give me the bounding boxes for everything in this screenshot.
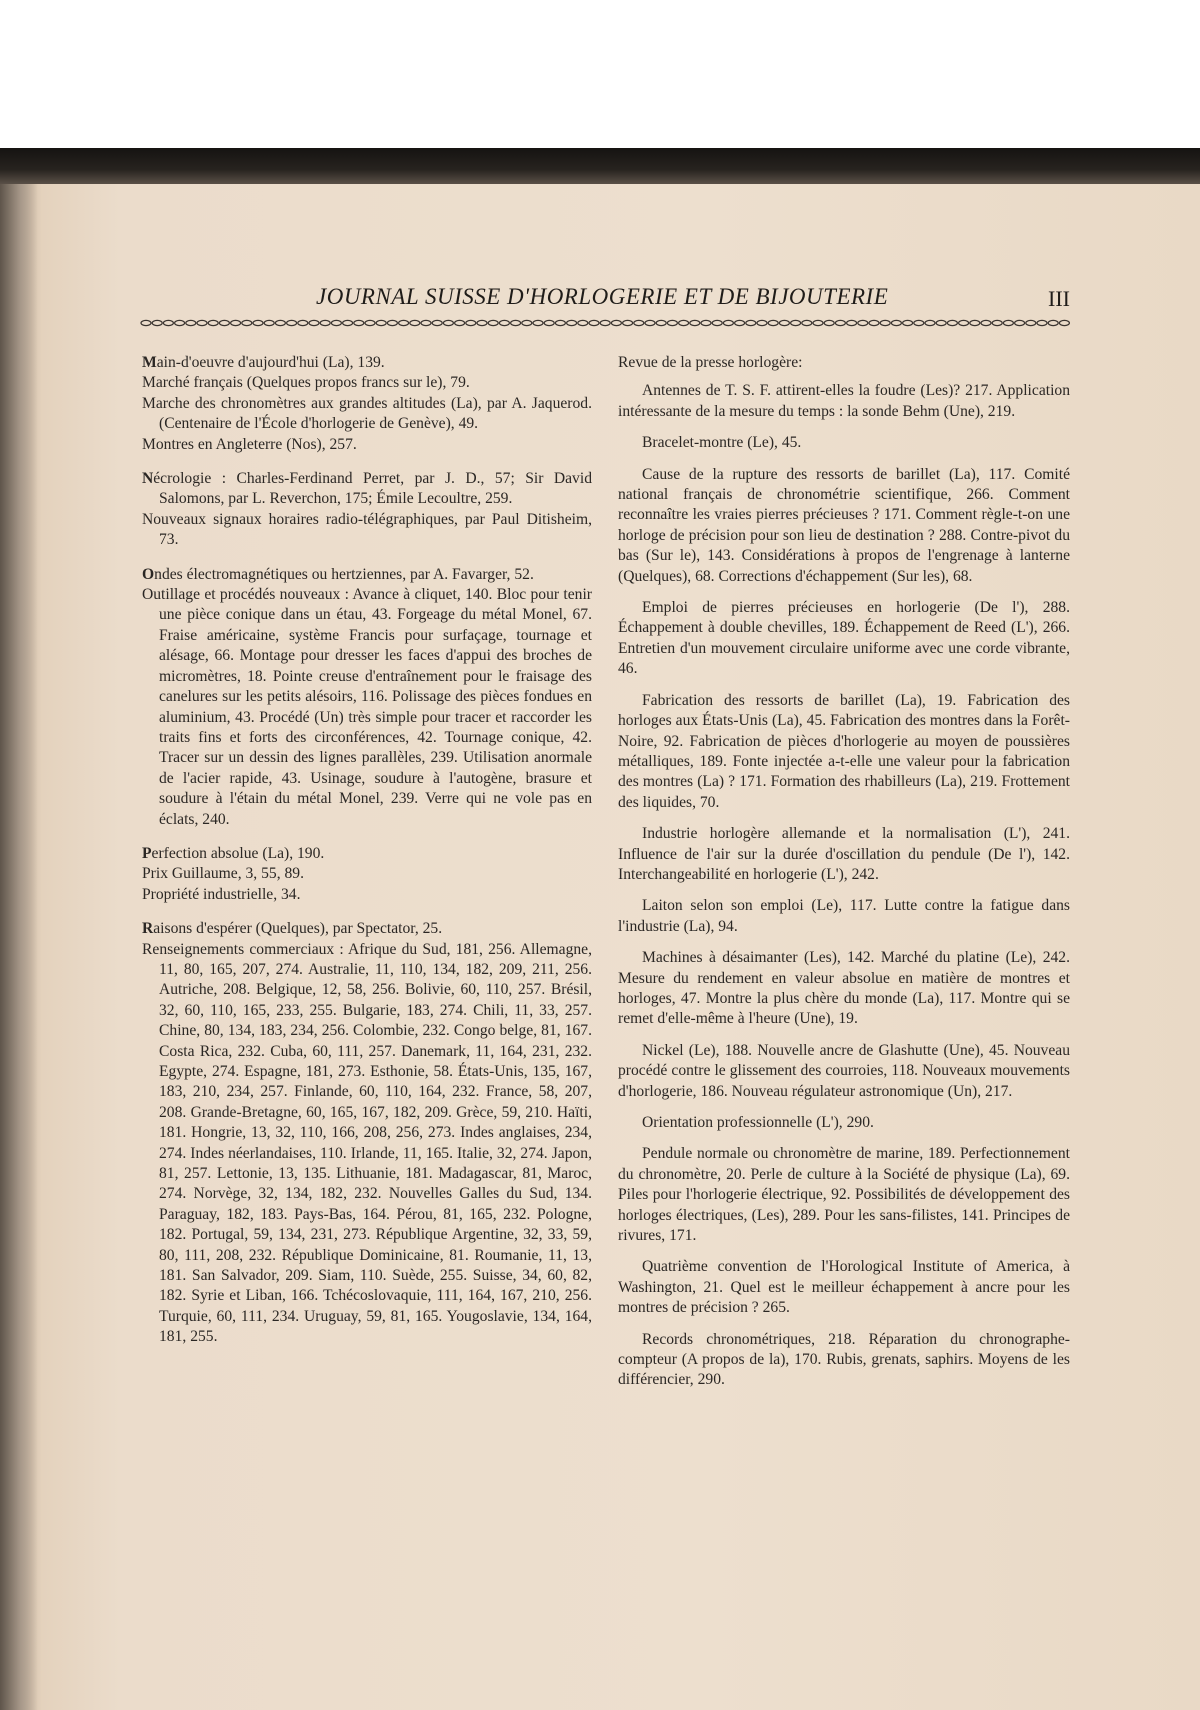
index-entry xyxy=(142,585,592,830)
ornament-link xyxy=(1015,320,1025,325)
ornament-link xyxy=(399,320,409,325)
ornament-link xyxy=(432,320,442,325)
index-entry xyxy=(142,353,592,373)
index-entry xyxy=(142,565,592,585)
ornament-link xyxy=(947,320,957,325)
entry-text: erfection absolue (La), 190. xyxy=(151,844,325,862)
ornament-link xyxy=(365,320,375,325)
entry-initial: R xyxy=(142,920,154,938)
ornament-link xyxy=(992,320,1002,325)
ornament-link xyxy=(634,320,644,325)
ornament-link xyxy=(757,320,767,325)
entry-text: Nouveaux signaux horaires radio-télégraphiques, par Paul Ditisheim, 73. xyxy=(142,510,592,549)
ornament-link xyxy=(152,320,162,325)
journal-title: JOURNAL SUISSE D'HORLOGERIE ET DE BIJOUTERIE xyxy=(316,284,889,309)
ornament-link xyxy=(623,320,633,325)
ornament-link xyxy=(186,320,196,325)
index-entry xyxy=(142,394,592,435)
index-entry xyxy=(142,469,592,510)
section-heading: Revue de la presse horlogère: xyxy=(618,354,803,371)
ornament-link xyxy=(723,320,733,325)
press-review-entry: Industrie horlogère allemande et la normalisation (L'), 241. Influence de l'air sur la durée d'oscillation du pendule (De l'), 142. Interchangeabilité en horlogerie (L'), 242. xyxy=(618,825,1070,883)
ornament-link xyxy=(264,320,274,325)
ornament-link xyxy=(197,320,207,325)
ornament-link xyxy=(779,320,789,325)
ornament-link xyxy=(410,320,420,325)
ornament-link xyxy=(858,320,868,325)
ornament-link xyxy=(903,320,913,325)
ornament-link xyxy=(533,320,543,325)
press-review-entry: Records chronométriques, 218. Réparation du chronographe-compteur (A propos de la), 170. Rubis, grenats, saphirs. Moyens de les différencier, 290. xyxy=(618,1330,1070,1389)
ornament-link xyxy=(522,320,532,325)
ornament-link xyxy=(488,320,498,325)
ornament-link xyxy=(1026,320,1036,325)
ornament-link xyxy=(847,320,857,325)
ornament-link xyxy=(1048,320,1058,325)
ornament-link xyxy=(914,320,924,325)
ornament-link xyxy=(925,320,935,325)
entry-text: ain-d'oeuvre d'aujourd'hui (La), 139. xyxy=(156,354,385,371)
ornament-link xyxy=(667,320,677,325)
ornament-link xyxy=(287,320,297,325)
ornament-link xyxy=(175,320,185,325)
ornament-link xyxy=(600,320,610,325)
press-review-entry: Bracelet-montre (Le), 45. xyxy=(642,434,802,452)
entry-text: Montres en Angleterre (Nos), 257. xyxy=(142,435,357,453)
ornament-link xyxy=(544,320,554,325)
entry-text: Marche des chronomètres aux grandes altitudes (La), par A. Jaquerod. (Centenaire de l'École d'horlogerie de Genève), 49. xyxy=(142,394,592,433)
ornament-link xyxy=(231,320,241,325)
ornament-link xyxy=(645,320,655,325)
ornament-link xyxy=(1059,320,1069,325)
ornament-link xyxy=(253,320,263,325)
ornament-link xyxy=(511,320,521,325)
ornament-link xyxy=(791,320,801,325)
ornament-link xyxy=(959,320,969,325)
ornament-link xyxy=(421,320,431,325)
ornament-link xyxy=(802,320,812,325)
entry-text: Propriété industrielle, 34. xyxy=(142,885,301,903)
ornament-link xyxy=(981,320,991,325)
entry-initial: M xyxy=(142,354,157,371)
index-entry xyxy=(142,940,592,1348)
ornament-link xyxy=(298,320,308,325)
index-entry xyxy=(142,510,592,551)
press-review-entry: Quatrième convention de l'Horological Institute of America, à Washington, 21. Quel est le meilleur échappement à ancre pour les montres de précision ? 265. xyxy=(618,1258,1070,1317)
entry-initial: O xyxy=(142,565,155,583)
press-review-entry: Nickel (Le), 188. Nouvelle ancre de Glashutte (Une), 45. Nouveau procédé contre le glissement des courroies, 118. Nouveaux mouvements d'horlogerie, 186. Nouveau régulateur astronomique (Un), 217. xyxy=(618,1041,1070,1100)
ornamental-rule xyxy=(140,318,1070,328)
ornament-link xyxy=(835,320,845,325)
running-header xyxy=(140,284,1070,320)
entry-text: aisons d'espérer (Quelques), par Spectator, 25. xyxy=(153,920,443,938)
entry-text: Renseignements commerciaux : Afrique du Sud, 181, 256. Allemagne, 11, 80, 165, 207, 274. Australie, 11, 110, 134, 182, 209, 211, 256. Autriche, 208. Belgique, 12, 58, 256. Bolivie, 60, 110, 257. Brésil, 32, 60, 110, 165, 233, 255. Bulgarie, 183, 274. Chili, 11, 33, 257. Chine, 80, 134, 183, 234, 256. Colombie, 232. Congo belge, 81, 167. Costa Rica, 232. Cuba, 60, 111, 257. Danemark, 11, 164, 231, 232. Egypte, 274. Espagne, 181, 273. Esthonie, 58. États-Unis, 135, 167, 183, 210, 234, 257. Finlande, 60, 110, 164, 232. France, 58, 207, 208. Grande-Bretagne, 60, 165, 167, 182, 209. Grèce, 59, 210. Haïti, 181. Hongrie, 13, 32, 110, 166, 208, 256, 273. Indes anglaises, 234, 274. Indes néerlandaises, 110. Irlande, 11, 165. Italie, 32, 274. Japon, 81, 257. Lettonie, 13, 135. Lithuanie, 181. Madagascar, 81, Maroc, 274. Norvège, 32, 134, 182, 232. Nouvelles Galles du Sud, 134. Paraguay, 182, 183. Pays-Bas, 164. Pérou, 81, 165, 232. Pologne, 182. Portugal, 59, 134, 231, 273. République Argentine, 32, 33, 59, 80, 111, 208, 232. République Dominicaine, 81. Roumanie, 11, 13, 181. San Salvador, 209. Siam, 110. Suède, 255. Suisse, 34, 60, 82, 182. Syrie et Liban, 166. Tchécoslovaquie, 111, 164, 167, 210, 256. Turquie, 60, 111, 234. Uruguay, 59, 81, 165. Yougoslavie, 134, 164, 181, 255. xyxy=(142,940,592,1346)
press-review-entry: Emploi de pierres précieuses en horlogerie (De l'), 288. Échappement à double chevilles, 189. Échappement de Reed (L'), 266. Entretien d'un mouvement circulaire uniforme avec une corde vibrante, 46. xyxy=(618,599,1070,678)
ornament-link xyxy=(970,320,980,325)
ornament-link xyxy=(141,320,151,325)
page-number: III xyxy=(1048,286,1070,311)
page-top-edge xyxy=(0,148,1200,184)
index-entry xyxy=(142,844,592,864)
index-column-left xyxy=(142,353,592,1348)
entry-text: Marché français (Quelques propos francs sur le), 79. xyxy=(142,374,470,392)
ornament-link xyxy=(578,320,588,325)
ornament-link xyxy=(824,320,834,325)
ornament-link xyxy=(746,320,756,325)
ornament-link xyxy=(455,320,465,325)
ornament-link xyxy=(656,320,666,325)
index-column-right xyxy=(618,353,1070,1391)
ornament-link xyxy=(679,320,689,325)
ornament-link xyxy=(1003,320,1013,325)
ornament-link xyxy=(589,320,599,325)
ornament-link xyxy=(331,320,341,325)
ornament-link xyxy=(712,320,722,325)
ornament-link xyxy=(443,320,453,325)
ornament-link xyxy=(242,320,252,325)
ornament-link xyxy=(936,320,946,325)
ornament-link xyxy=(735,320,745,325)
press-review-entry: Machines à désaimanter (Les), 142. Marché du platine (Le), 242. Mesure du rendement en valeur absolue en matière de montres et horloges, 47. Montre la plus chère du monde (La), 117. Montre qui se remet d'elle-même à l'heure (Une), 19. xyxy=(618,949,1070,1028)
ornament-link xyxy=(163,320,173,325)
scan-background xyxy=(0,0,1200,158)
ornament-link xyxy=(611,320,621,325)
ornament-link xyxy=(880,320,890,325)
press-review-entry: Orientation professionnelle (L'), 290. xyxy=(642,1114,874,1131)
entry-initial: P xyxy=(142,844,152,862)
entry-initial: N xyxy=(142,470,154,488)
ornament-link xyxy=(320,320,330,325)
index-entry xyxy=(142,919,592,939)
ornament-link xyxy=(466,320,476,325)
ornament-link xyxy=(499,320,509,325)
ornament-link xyxy=(891,320,901,325)
entry-text: Prix Guillaume, 3, 55, 89. xyxy=(142,865,304,883)
index-entry xyxy=(142,885,592,905)
ornament-link xyxy=(701,320,711,325)
index-entry xyxy=(142,435,592,455)
ornament-link xyxy=(690,320,700,325)
index-entry xyxy=(142,373,592,393)
ornament-link xyxy=(387,320,397,325)
ornament-link xyxy=(354,320,364,325)
ornament-link xyxy=(309,320,319,325)
ornament-link xyxy=(343,320,353,325)
press-review-entry: Pendule normale ou chronomètre de marine, 189. Perfectionnement du chronomètre, 20. Perle de culture à la Société de physique (La), 69. Piles pour l'horlogerie électrique, 92. Possibilités de développement des horloges électriques, (Les), 289. Pour les sans-filistes, 141. Principes de rivures, 171. xyxy=(618,1145,1070,1245)
press-review-entry: Cause de la rupture des ressorts de barillet (La), 117. Comité national français de chronométrie scientifique, 266. Comment reconnaître les vraies pierres précieuses ? 171. Comment règle-t-on une horloge de précision pour son lieu de destination ? 288. Contre-pivot du bas (Sur le), 143. Considérations à propos de l'engrenage à lanterne (Quelques), 68. Corrections d'échappement (Sur les), 68. xyxy=(618,465,1070,585)
press-review-entry: Laiton selon son emploi (Le), 117. Lutte contre la fatigue dans l'industrie (La), 94. xyxy=(618,897,1070,935)
entry-text: Outillage et procédés nouveaux : Avance à cliquet, 140. Bloc pour tenir une pièce conique dans un étau, 43. Forgeage du métal Monel, 67. Fraise américaine, système Francis pour surfaçage, tournage et alésage, 66. Montage pour dresser les faces d'appui des broches de micromètres, 18. Pointe creuse d'entraînement pour le fraisage des canelures sur les petits alésoirs, 116. Polissage des pièces fondues en aluminium, 43. Procédé (Un) très simple pour tracer et raccorder les traits fins et forts des circonférences, 42. Tournage conique, 42. Tracer sur un dessin des lignes parallèles, 239. Utilisation anormale de l'acier rapide, 43. Usinage, soudure à l'autogène, brasure et soudure à l'étain du métal Monel, 239. Verre qui ne vole pas en éclats, 240. xyxy=(142,586,592,828)
entry-text: ndes électromagnétiques ou hertziennes, par A. Favarger, 52. xyxy=(154,565,534,583)
ornament-link xyxy=(1037,320,1047,325)
ornament-link xyxy=(555,320,565,325)
ornament-link xyxy=(768,320,778,325)
ornament-link xyxy=(567,320,577,325)
ornament-link xyxy=(275,320,285,325)
press-review-entry: Fabrication des ressorts de barillet (La), 19. Fabrication des horloges aux États-Unis (La), 45. Fabrication des montres dans la Forêt-Noire, 92. Fabrication de pièces d'horlogerie au moyen de poussières métalliques, 189. Fonte injectée a-t-elle une valeur pour la fabrication des montres (La) ? 171. Formation des rhabilleurs (La), 219. Frottement des liquides, 70. xyxy=(618,691,1070,811)
ornament-link xyxy=(376,320,386,325)
press-review-entry: Antennes de T. S. F. attirent-elles la foudre (Les)? 217. Application intéressante de la mesure du temps : la sonde Behm (Une), 219. xyxy=(618,382,1070,420)
page-gutter xyxy=(0,176,38,1710)
ornament-link xyxy=(869,320,879,325)
ornament-link xyxy=(813,320,823,325)
ornament-link xyxy=(477,320,487,325)
entry-text: écrologie : Charles-Ferdinand Perret, par J. D., 57; Sir David Salomons, par L. Reverchon, 175; Émile Lecoultre, 259. xyxy=(153,470,592,508)
ornament-link xyxy=(219,320,229,325)
index-entry xyxy=(142,864,592,884)
ornament-link xyxy=(208,320,218,325)
